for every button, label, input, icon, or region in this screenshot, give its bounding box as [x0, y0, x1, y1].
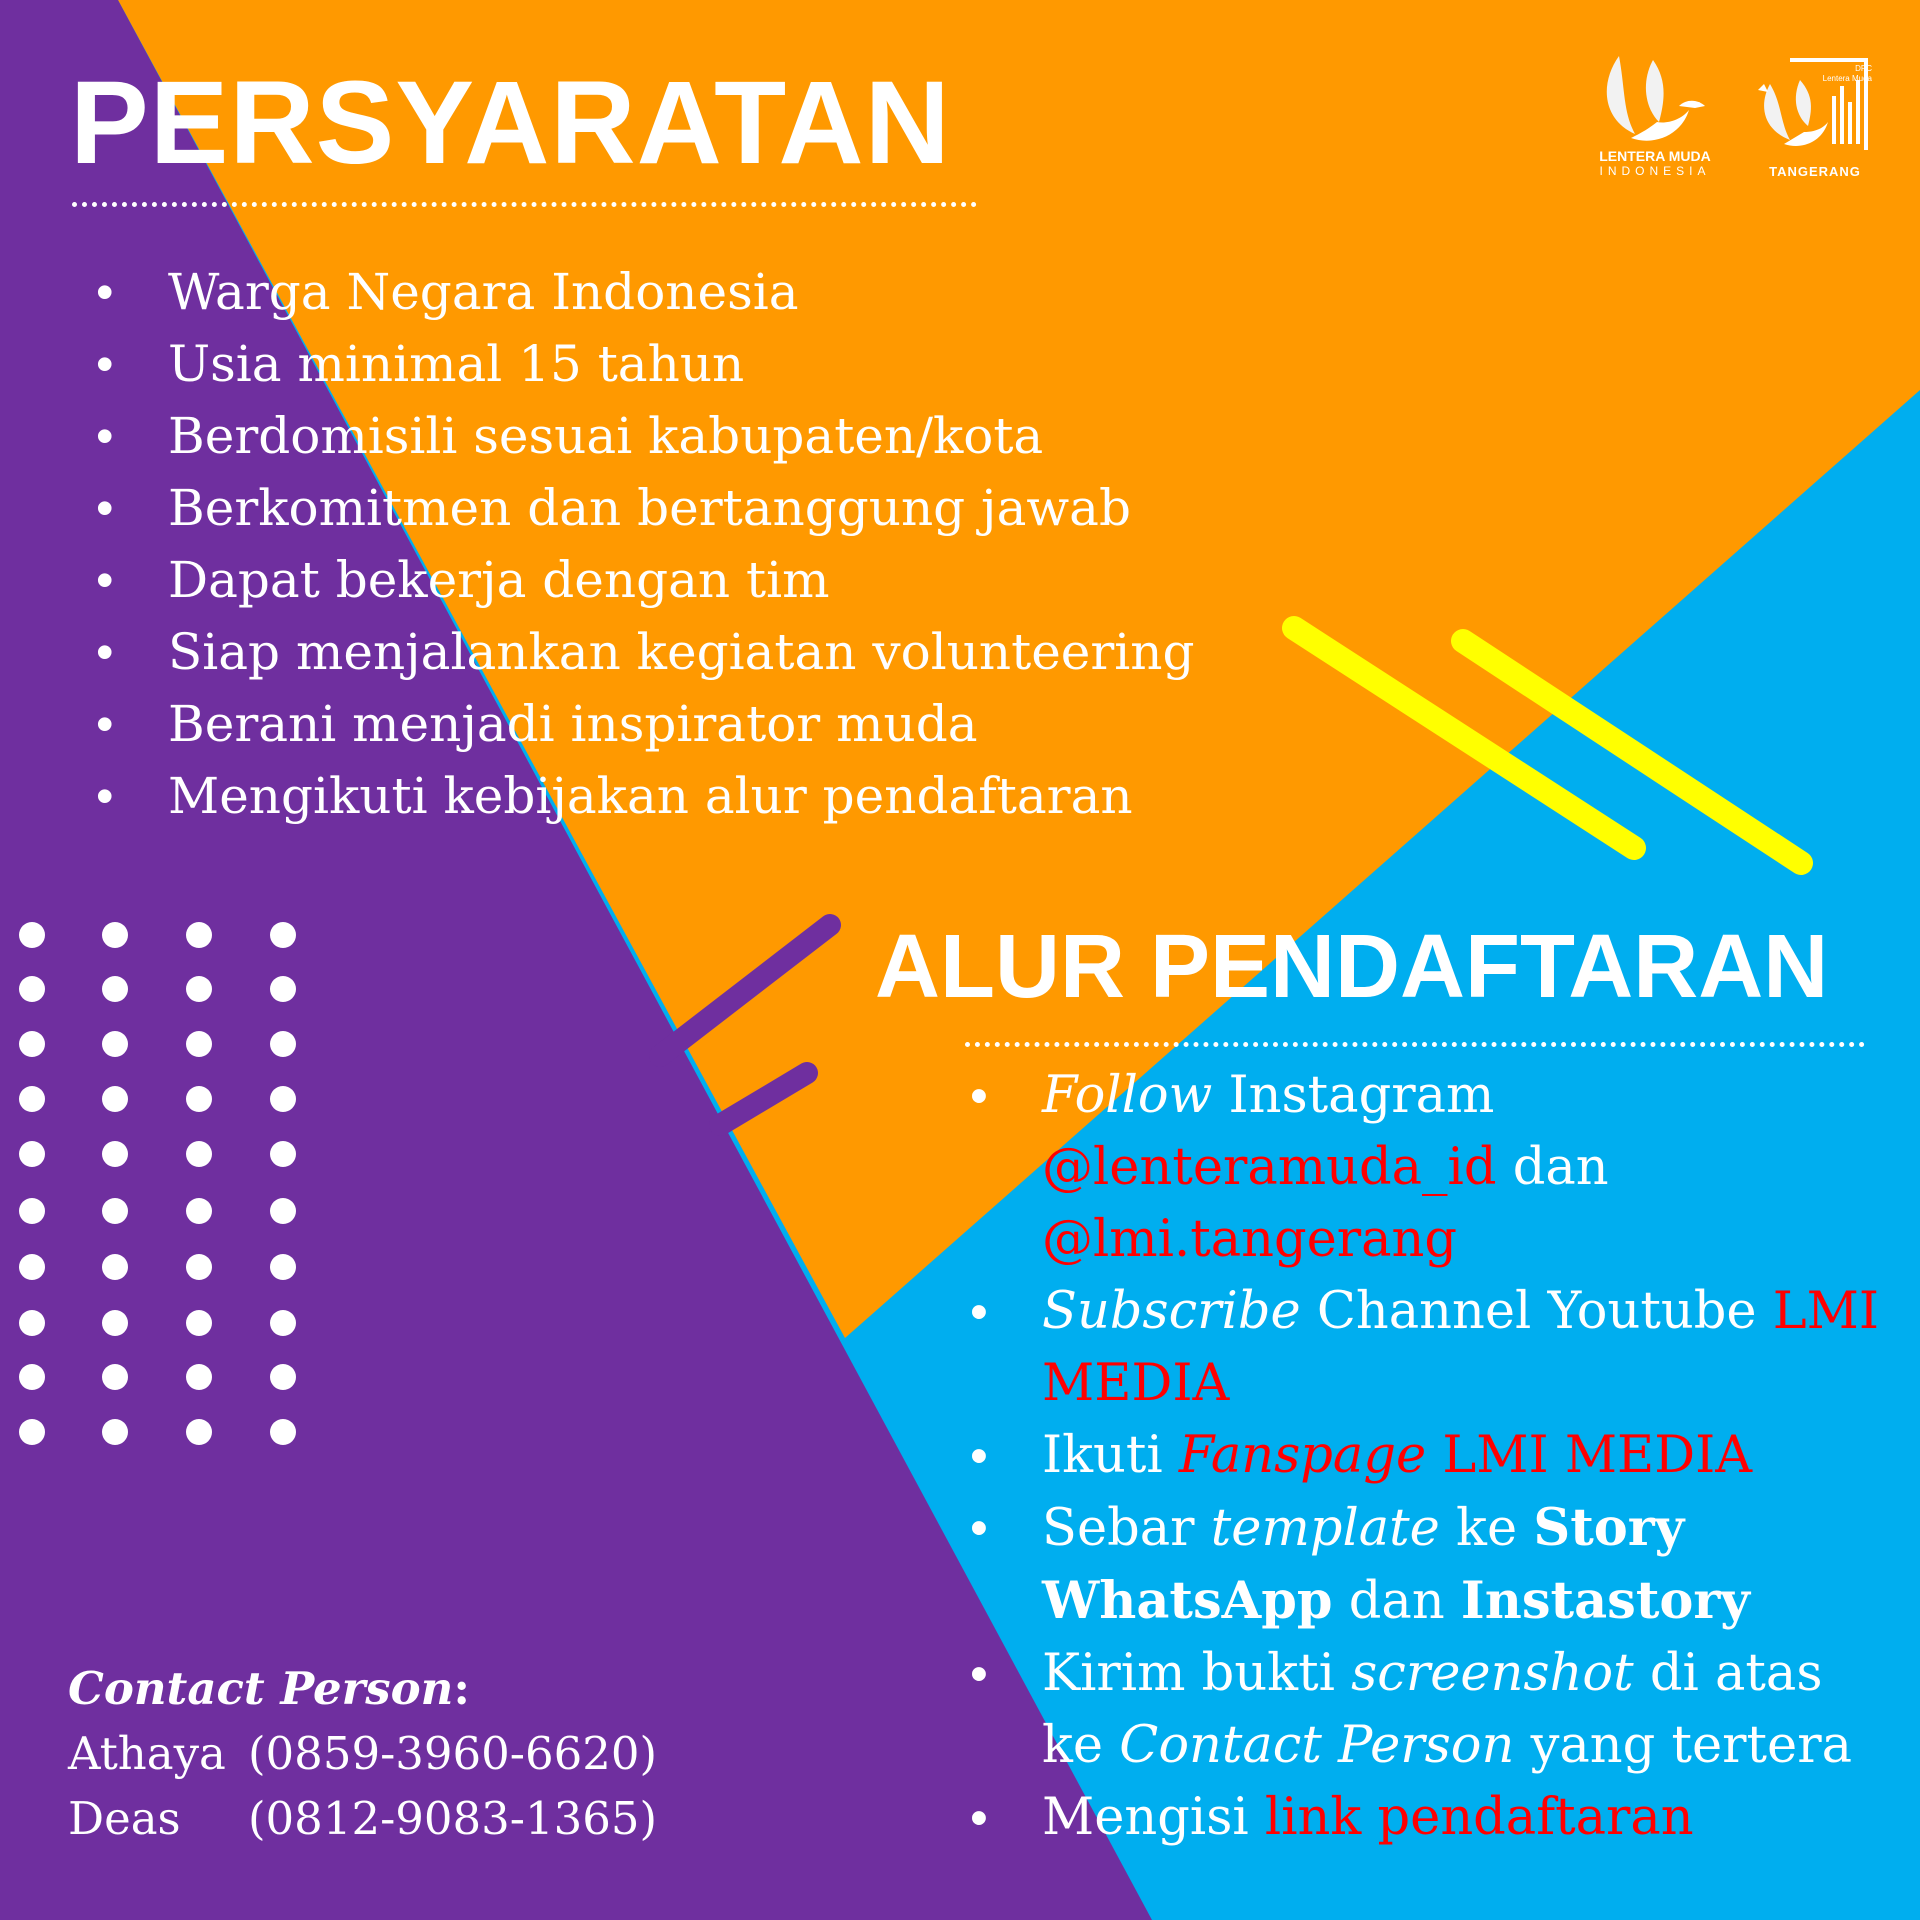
decorative-dot: [186, 1198, 212, 1224]
requirement-item: • Mengikuti kebijakan alur pendaftaran: [168, 760, 1268, 832]
decorative-dot: [102, 1254, 128, 1280]
decorative-dot: [102, 1310, 128, 1336]
decorative-dot: [186, 1141, 212, 1167]
decorative-dot: [186, 976, 212, 1002]
contact-name: Athaya: [68, 1727, 226, 1780]
contact-row: [68, 1721, 657, 1786]
decorative-dot: [102, 1419, 128, 1445]
contact-person-block: Contact Person: Athaya (0859-3960-6620) Deas (0812-9083-1365): [68, 1656, 657, 1851]
step-share-template: • Sebar template ke Story WhatsApp dan Instastory: [1042, 1492, 1892, 1638]
decorative-dot: [102, 1031, 128, 1057]
decorative-dot: [270, 1031, 296, 1057]
decorative-dot: [270, 922, 296, 948]
instagram-handle-lenteramuda[interactable]: @lenteramuda_id: [1042, 1138, 1497, 1197]
bird-flame-icon: [1595, 50, 1715, 146]
dotted-divider-bottom: [965, 1042, 1865, 1047]
instagram-handle-lmi-tangerang[interactable]: @lmi.tangerang: [1042, 1210, 1458, 1269]
decorative-dot: [186, 1086, 212, 1112]
decorative-dot: [270, 1419, 296, 1445]
contact-heading: Contact Person: [68, 1662, 454, 1715]
decorative-dot: [102, 1198, 128, 1224]
registration-link[interactable]: link pendaftaran: [1264, 1788, 1694, 1847]
decorative-dot: [186, 1031, 212, 1057]
decorative-dot: [270, 1310, 296, 1336]
decorative-dot: [19, 1310, 45, 1336]
decorative-dot: [270, 1254, 296, 1280]
decorative-dot: [19, 1254, 45, 1280]
requirement-item: • Warga Negara Indonesia: [168, 256, 1268, 328]
decorative-dot: [270, 1198, 296, 1224]
decorative-dot: [102, 1141, 128, 1167]
registration-steps-list: [1042, 1060, 1892, 1854]
step-follow-instagram: • Follow Instagram @lenteramuda_id dan @lmi.tangerang: [1042, 1060, 1892, 1276]
logo-subtitle: INDONESIA: [1599, 164, 1711, 178]
decorative-dot: [270, 976, 296, 1002]
decorative-dot: [270, 1086, 296, 1112]
decorative-dot: [102, 976, 128, 1002]
contact-row: [68, 1786, 657, 1851]
decorative-dot: [102, 1364, 128, 1390]
step-send-screenshot: • Kirim bukti screenshot di atas ke Contact Person yang tertera: [1042, 1638, 1892, 1782]
requirement-item: • Berkomitmen dan bertanggung jawab: [168, 472, 1268, 544]
decorative-dot: [19, 1141, 45, 1167]
decorative-dot: [270, 1141, 296, 1167]
decorative-dot: [102, 922, 128, 948]
decorative-dot: [19, 922, 45, 948]
logo-badge: DPC: [1855, 64, 1872, 73]
decorative-dot: [19, 1198, 45, 1224]
step-fill-registration-link: • Mengisi link pendaftaran: [1042, 1782, 1892, 1854]
requirement-item: • Dapat bekerja dengan tim: [168, 544, 1268, 616]
alur-pendaftaran-title: ALUR PENDAFTARAN: [875, 917, 1829, 1017]
step-subscribe-youtube: • Subscribe Channel Youtube LMI MEDIA: [1042, 1276, 1892, 1420]
logo-name: LENTERA MUDA: [1599, 148, 1711, 164]
decorative-dot: [186, 1254, 212, 1280]
contact-phone[interactable]: (0812-9083-1365): [248, 1792, 658, 1845]
contact-name: Deas: [68, 1792, 181, 1845]
decorative-dot: [186, 1364, 212, 1390]
dotted-divider-top: [72, 202, 977, 207]
decorative-dot: [186, 922, 212, 948]
step-follow-fanspage: • Ikuti Fanspage LMI MEDIA: [1042, 1420, 1892, 1492]
decorative-dot: [19, 976, 45, 1002]
persyaratan-title: PERSYARATAN: [70, 57, 951, 189]
requirement-item: • Berani menjadi inspirator muda: [168, 688, 1268, 760]
decorative-dot: [186, 1419, 212, 1445]
lentera-muda-logo: [1585, 50, 1725, 178]
requirement-item: • Siap menjalankan kegiatan volunteering: [168, 616, 1268, 688]
decorative-dot: [102, 1086, 128, 1112]
decorative-dot: [19, 1419, 45, 1445]
contact-phone[interactable]: (0859-3960-6620): [248, 1727, 658, 1780]
decorative-dot: [186, 1310, 212, 1336]
requirement-item: • Berdomisili sesuai kabupaten/kota: [168, 400, 1268, 472]
decorative-dot: [19, 1364, 45, 1390]
logo-badge-subtitle: Lentera Muda: [1822, 74, 1872, 83]
youtube-channel-name[interactable]: LMI MEDIA: [1042, 1282, 1879, 1413]
lmi-tangerang-logo: [1740, 50, 1890, 179]
decorative-dot: [270, 1364, 296, 1390]
decorative-dot: [19, 1031, 45, 1057]
requirements-list: [168, 256, 1268, 832]
logo-city: TANGERANG: [1769, 164, 1861, 179]
fanspage-name[interactable]: LMI MEDIA: [1426, 1426, 1753, 1485]
decorative-dot: [19, 1086, 45, 1112]
requirement-item: • Usia minimal 15 tahun: [168, 328, 1268, 400]
